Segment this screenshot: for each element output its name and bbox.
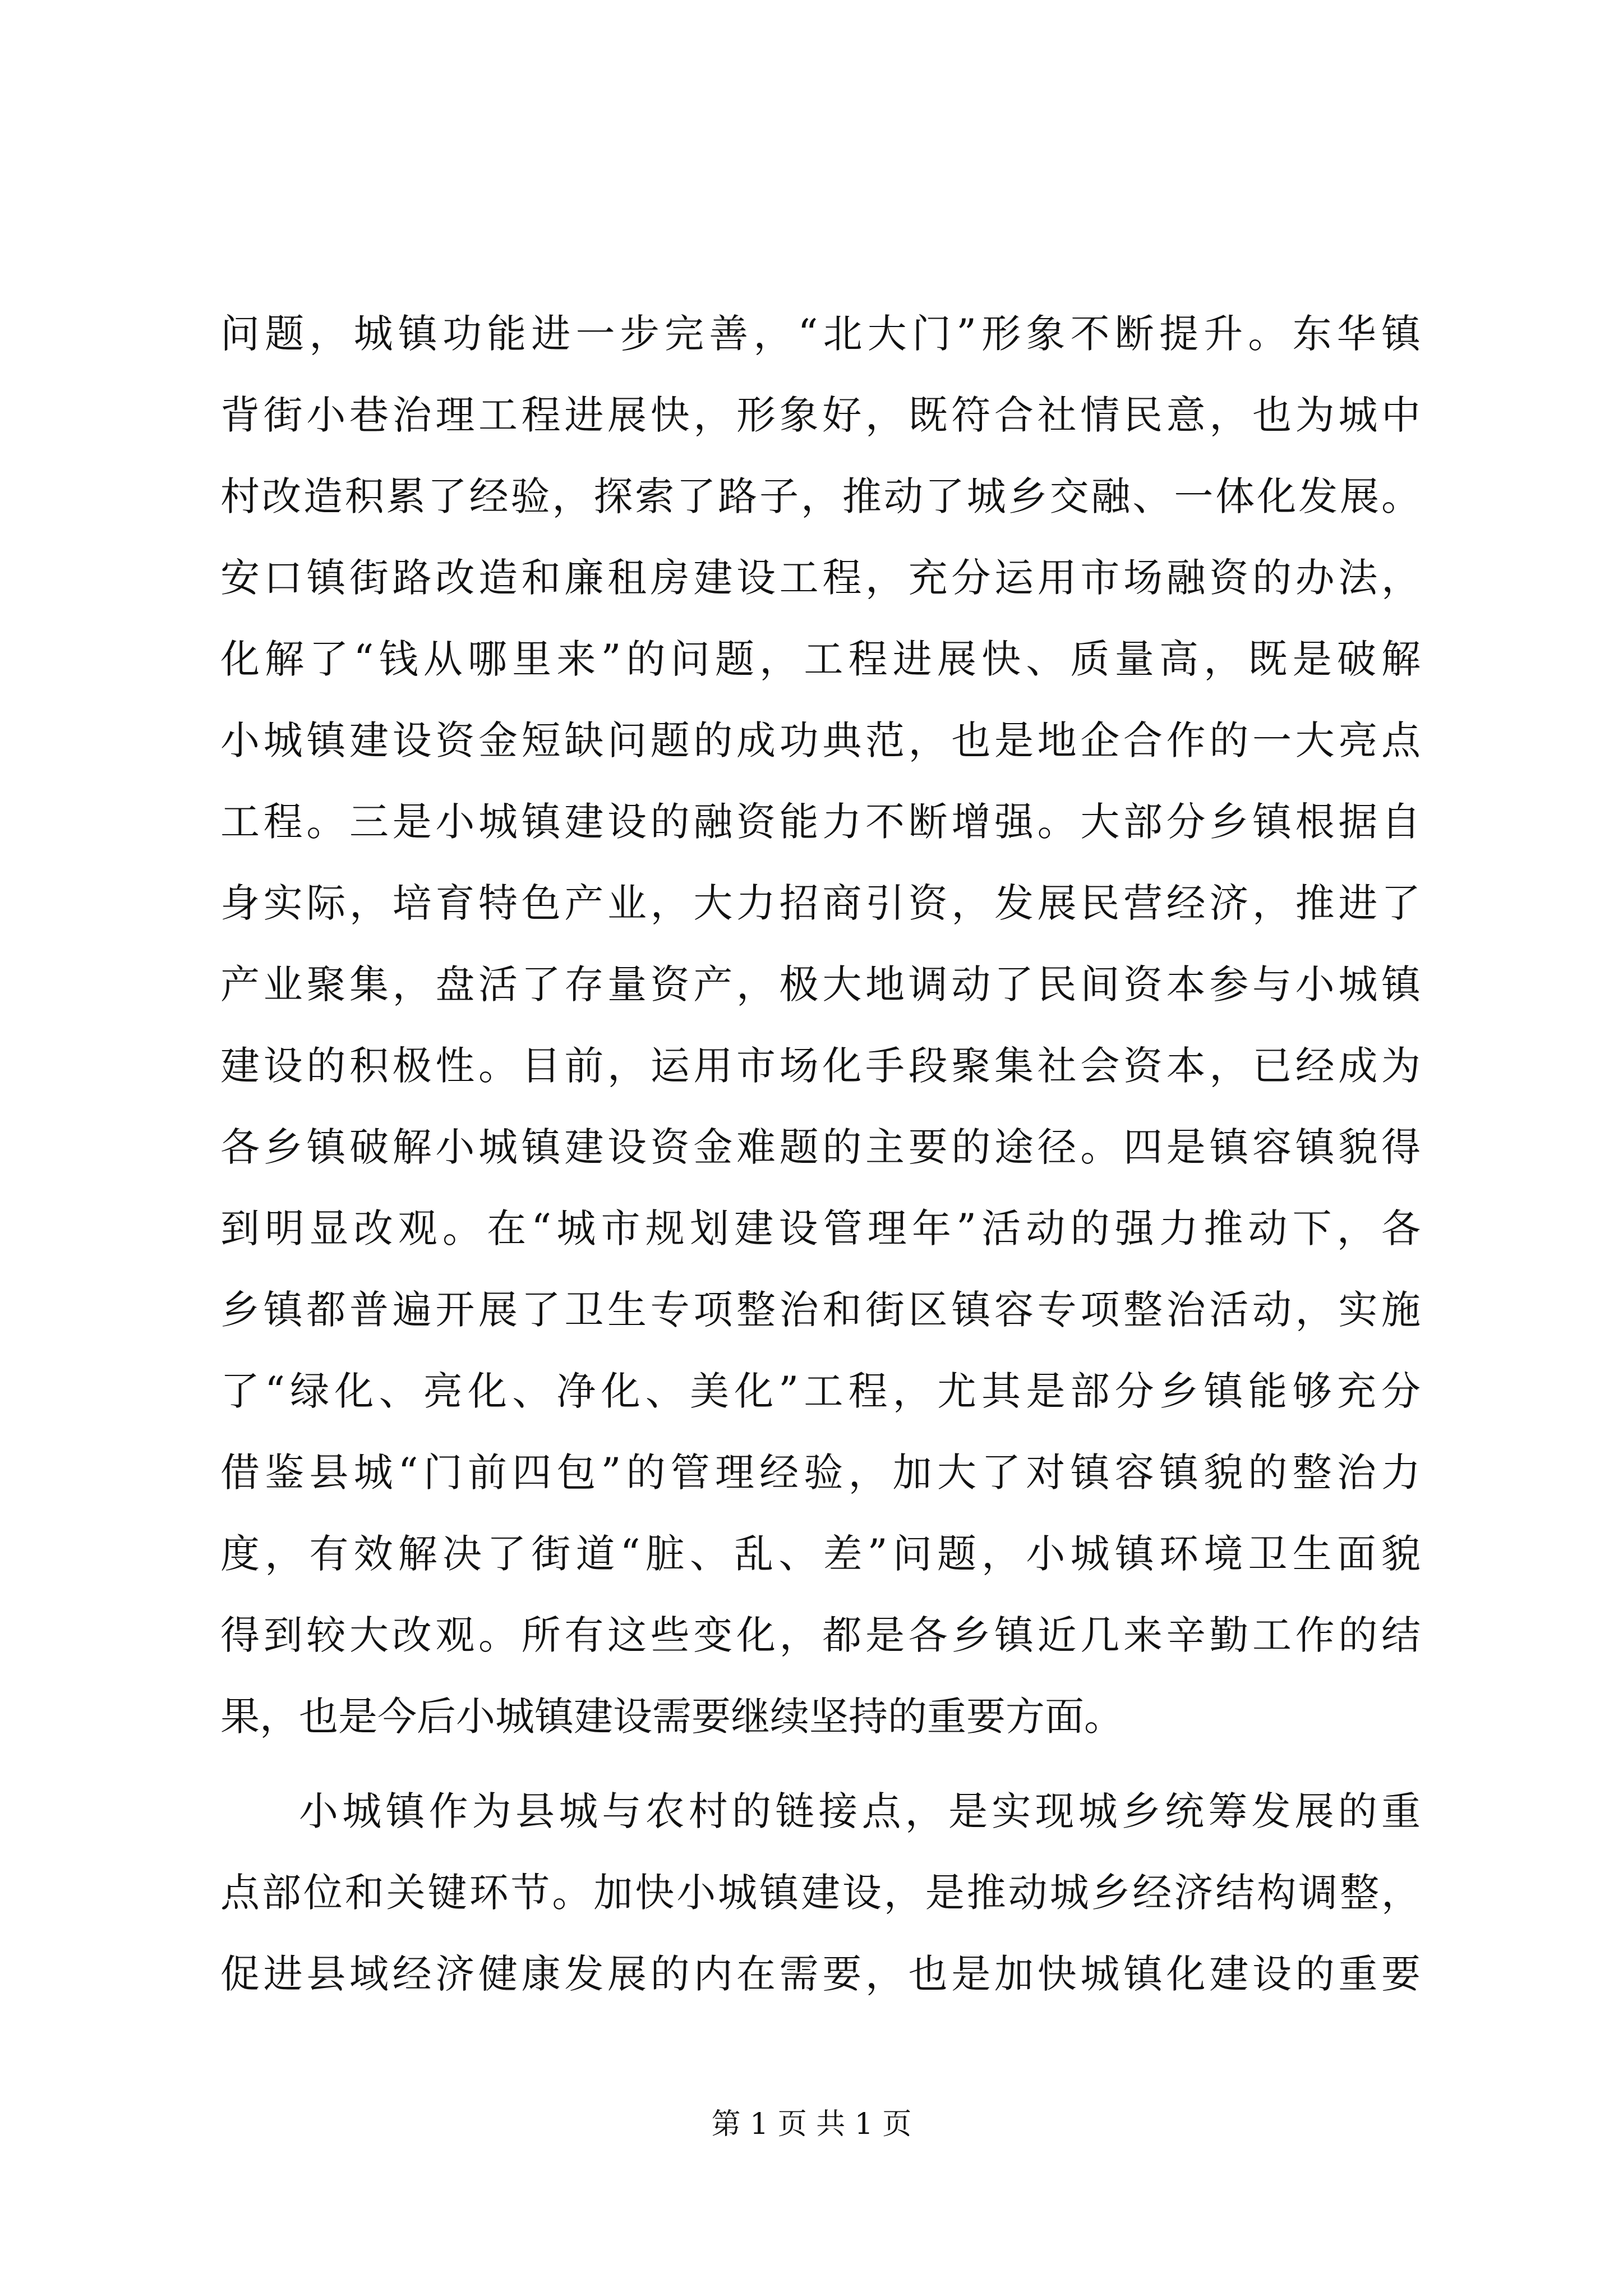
- text-line: 建设的积极性。目前，运用市场化手段聚集社会资本，已经成为: [220, 1043, 1421, 1089]
- text-line: 乡镇都普遍开展了卫生专项整治和街区镇容专项整治活动，实施: [220, 1287, 1421, 1333]
- text-line: 工程。三是小城镇建设的融资能力不断增强。大部分乡镇根据自: [220, 799, 1421, 845]
- text-line: 果，也是今后小城镇建设需要继续坚持的重要方面。: [220, 1694, 1123, 1740]
- text-line: 小城镇建设资金短缺问题的成功典范，也是地企合作的一大亮点: [220, 717, 1421, 763]
- text-line: 各乡镇破解小城镇建设资金难题的主要的途径。四是镇容镇貌得: [220, 1124, 1421, 1170]
- text-line: 身实际，培育特色产业，大力招商引资，发展民营经济，推进了: [220, 880, 1421, 926]
- page-number-footer: 第 1 页 共 1 页: [711, 2108, 912, 2141]
- text-line: 问题，城镇功能进一步完善，“北大门”形象不断提升。东华镇: [220, 311, 1421, 357]
- text-line: 得到较大改观。所有这些变化，都是各乡镇近几来辛勤工作的结: [220, 1612, 1421, 1658]
- text-line: 产业聚集，盘活了存量资产，极大地调动了民间资本参与小城镇: [220, 961, 1421, 1007]
- text-line: 到明显改观。在“城市规划建设管理年”活动的强力推动下，各: [220, 1205, 1421, 1251]
- text-line: 点部位和关键环节。加快小城镇建设，是推动城乡经济结构调整，: [220, 1870, 1421, 1916]
- paragraph-1: [220, 293, 1421, 1757]
- text-line: 小城镇作为县城与农村的链接点，是实现城乡统筹发展的重: [299, 1788, 1421, 1834]
- body-text: [220, 293, 1421, 2015]
- text-line: 背街小巷治理工程进展快，形象好，既符合社情民意，也为城中: [220, 392, 1421, 438]
- paragraph-2: [220, 1771, 1421, 2015]
- text-line: 借鉴县城“门前四包”的管理经验，加大了对镇容镇貌的整治力: [220, 1450, 1421, 1496]
- text-line: 村改造积累了经验，探索了路子，推动了城乡交融、一体化发展。: [220, 473, 1421, 519]
- text-line: 安口镇街路改造和廉租房建设工程，充分运用市场融资的办法，: [220, 555, 1421, 601]
- text-line: 促进县域经济健康发展的内在需要，也是加快城镇化建设的重要: [220, 1951, 1421, 1997]
- text-line: 化解了“钱从哪里来”的问题，工程进展快、质量高，既是破解: [220, 636, 1421, 682]
- text-line: 了“绿化、亮化、净化、美化”工程，尤其是部分乡镇能够充分: [220, 1368, 1421, 1414]
- text-line: 度，有效解决了街道“脏、乱、差”问题，小城镇环境卫生面貌: [220, 1531, 1421, 1577]
